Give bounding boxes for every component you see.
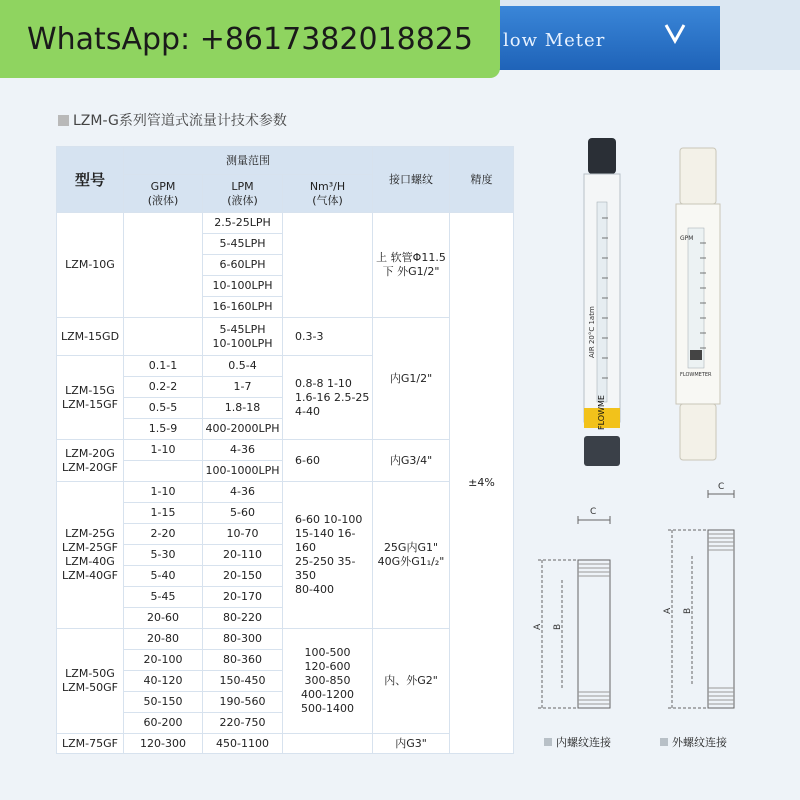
square-bullet-icon bbox=[58, 115, 69, 126]
gpm-cell: 60-200 bbox=[124, 713, 203, 734]
meter2-scale-text: GPM bbox=[680, 235, 694, 242]
thread-cell: 上 软管Φ11.5 下 外G1/2" bbox=[373, 213, 450, 318]
model-cell: LZM-50G LZM-50GF bbox=[57, 629, 124, 734]
caption-bullet-icon bbox=[660, 738, 668, 746]
section-title-text: LZM-G系列管道式流量计技术参数 bbox=[73, 113, 287, 129]
gas-cell bbox=[283, 734, 373, 754]
gpm-cell: 1-10 bbox=[124, 440, 203, 461]
header-range: 测量范围 bbox=[124, 147, 373, 175]
gas-cell: 6-60 10-100 15-140 16-160 25-250 35-350 80-400 bbox=[283, 482, 373, 629]
caption-internal: 内螺纹连接 bbox=[556, 736, 611, 749]
model-cell: LZM-10G bbox=[57, 213, 124, 318]
lpm-cell: 20-110 bbox=[203, 545, 283, 566]
lpm-cell: 80-300 bbox=[203, 629, 283, 650]
whatsapp-watermark bbox=[0, 0, 500, 78]
accuracy-cell: ±4% bbox=[450, 213, 514, 754]
lpm-cell: 1-7 bbox=[203, 377, 283, 398]
caption-external: 外螺纹连接 bbox=[672, 736, 727, 749]
dim-a-label: A bbox=[533, 623, 543, 630]
gpm-cell: 5-45 bbox=[124, 587, 203, 608]
gas-cell: 100-500 120-600 300-850 400-1200 500-1400 bbox=[283, 629, 373, 734]
lpm-cell: 400-2000LPH bbox=[203, 419, 283, 440]
drawing-external-thread bbox=[668, 490, 734, 708]
gpm-cell: 20-60 bbox=[124, 608, 203, 629]
model-cell: LZM-15G LZM-15GF bbox=[57, 356, 124, 440]
lpm-cell: 450-1100 bbox=[203, 734, 283, 754]
header-model: 型号 bbox=[57, 147, 124, 213]
gas-cell: 0.3-3 bbox=[283, 318, 373, 356]
lpm-cell: 5-45LPH bbox=[203, 234, 283, 255]
dim-c-label: C bbox=[590, 507, 597, 517]
meter1-label: FLOWME bbox=[597, 395, 606, 430]
lpm-cell: 10-70 bbox=[203, 524, 283, 545]
gpm-cell: 2-20 bbox=[124, 524, 203, 545]
lpm-cell: 5-60 bbox=[203, 503, 283, 524]
gpm-cell: 0.2-2 bbox=[124, 377, 203, 398]
meter2-label: FLOWMETER bbox=[680, 372, 712, 378]
flowmeter-opaque bbox=[676, 148, 720, 460]
flowmeter-clear bbox=[584, 138, 620, 466]
model-cell: LZM-75GF bbox=[57, 734, 124, 754]
gpm-cell: 120-300 bbox=[124, 734, 203, 754]
gpm-cell: 0.1-1 bbox=[124, 356, 203, 377]
gpm-cell bbox=[124, 318, 203, 356]
lpm-cell: 6-60LPH bbox=[203, 255, 283, 276]
model-cell: LZM-15GD bbox=[57, 318, 124, 356]
lpm-cell: 5-45LPH 10-100LPH bbox=[203, 318, 283, 356]
thread-cell: 内G3/4" bbox=[373, 440, 450, 482]
dimension-drawings bbox=[520, 480, 800, 800]
thread-cell: 内、外G2" bbox=[373, 629, 450, 734]
lpm-cell: 10-100LPH bbox=[203, 276, 283, 297]
product-photo bbox=[520, 118, 800, 478]
lpm-cell: 20-150 bbox=[203, 566, 283, 587]
gpm-cell bbox=[124, 213, 203, 318]
gpm-cell: 1.5-9 bbox=[124, 419, 203, 440]
gpm-cell: 5-30 bbox=[124, 545, 203, 566]
dim-a-label: A bbox=[663, 607, 673, 614]
gas-cell: 6-60 bbox=[283, 440, 373, 482]
lpm-cell: 100-1000LPH bbox=[203, 461, 283, 482]
caption-bullet-icon bbox=[544, 738, 552, 746]
header-nm3h: Nm³/H (气体) bbox=[283, 175, 373, 213]
chevron-down-icon[interactable] bbox=[664, 22, 686, 44]
lpm-cell: 1.8-18 bbox=[203, 398, 283, 419]
thread-cell: 内G1/2" bbox=[373, 318, 450, 440]
gas-cell: 0.8-8 1-10 1.6-16 2.5-25 4-40 bbox=[283, 356, 373, 440]
gpm-cell: 40-120 bbox=[124, 671, 203, 692]
thread-cell: 25G内G1" 40G外G1₁/₂" bbox=[373, 482, 450, 629]
lpm-cell: 220-750 bbox=[203, 713, 283, 734]
dim-b-label: B bbox=[683, 607, 693, 614]
gas-cell bbox=[283, 213, 373, 318]
lpm-cell: 2.5-25LPH bbox=[203, 213, 283, 234]
gpm-cell bbox=[124, 461, 203, 482]
watermark-text: WhatsApp: +8617382018825 bbox=[27, 21, 473, 57]
model-cell: LZM-20G LZM-20GF bbox=[57, 440, 124, 482]
lpm-cell: 0.5-4 bbox=[203, 356, 283, 377]
lpm-cell: 20-170 bbox=[203, 587, 283, 608]
lpm-cell: 4-36 bbox=[203, 440, 283, 461]
header-gpm: GPM (液体) bbox=[124, 175, 203, 213]
model-cell: LZM-25G LZM-25GF LZM-40G LZM-40GF bbox=[57, 482, 124, 629]
thread-cell: 内G3" bbox=[373, 734, 450, 754]
gpm-cell: 50-150 bbox=[124, 692, 203, 713]
lpm-cell: 190-560 bbox=[203, 692, 283, 713]
header-lpm: LPM (液体) bbox=[203, 175, 283, 213]
section-title bbox=[58, 110, 287, 130]
gpm-cell: 1-15 bbox=[124, 503, 203, 524]
gpm-cell: 0.5-5 bbox=[124, 398, 203, 419]
drawing-internal-thread bbox=[538, 516, 610, 708]
gpm-cell: 1-10 bbox=[124, 482, 203, 503]
header-accuracy: 精度 bbox=[450, 147, 514, 213]
meter1-scale-text: AIR 20°C 1atm bbox=[588, 306, 596, 358]
banner-text: low Meter bbox=[503, 30, 606, 51]
lpm-cell: 150-450 bbox=[203, 671, 283, 692]
lpm-cell: 80-220 bbox=[203, 608, 283, 629]
spec-table bbox=[56, 146, 514, 754]
dim-b-label: B bbox=[553, 623, 563, 630]
lpm-cell: 16-160LPH bbox=[203, 297, 283, 318]
gpm-cell: 20-80 bbox=[124, 629, 203, 650]
gpm-cell: 20-100 bbox=[124, 650, 203, 671]
gpm-cell: 5-40 bbox=[124, 566, 203, 587]
dim-c-label: C bbox=[718, 482, 725, 492]
lpm-cell: 80-360 bbox=[203, 650, 283, 671]
header-thread: 接口螺纹 bbox=[373, 147, 450, 213]
lpm-cell: 4-36 bbox=[203, 482, 283, 503]
